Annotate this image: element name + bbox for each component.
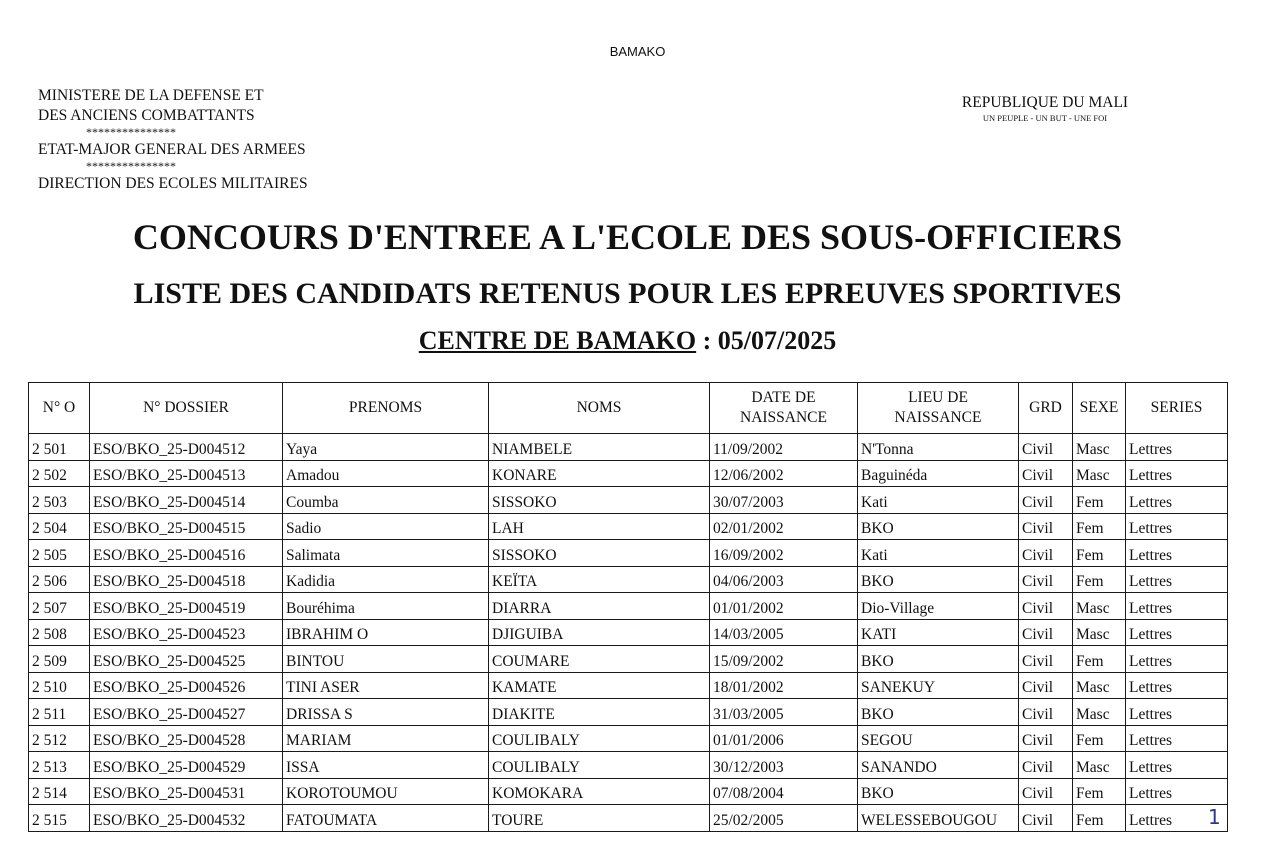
table-row	[29, 487, 1228, 514]
cell-no: 2 507	[29, 593, 90, 620]
header-lieu-naissance	[858, 383, 1019, 434]
cell-date-naissance: 30/07/2003	[710, 487, 858, 514]
cell-nom: KOMOKARA	[489, 778, 710, 805]
center-title	[0, 326, 1255, 356]
cell-dossier: ESO/BKO_25-D004531	[90, 778, 283, 805]
republic-block	[935, 94, 1155, 123]
cell-prenom: Yaya	[283, 434, 489, 461]
ministry-line: DES ANCIENS COMBATTANTS	[38, 107, 255, 124]
cell-grd: Civil	[1019, 752, 1073, 779]
cell-prenom: TINI ASER	[283, 672, 489, 699]
cell-prenom: FATOUMATA	[283, 805, 489, 832]
table-row	[29, 805, 1228, 832]
cell-dossier: ESO/BKO_25-D004532	[90, 805, 283, 832]
header-date-line2: NAISSANCE	[740, 409, 827, 426]
cell-nom: KAMATE	[489, 672, 710, 699]
cell-series: Lettres	[1126, 593, 1228, 620]
cell-lieu-naissance: Baguinéda	[858, 460, 1019, 487]
cell-dossier: ESO/BKO_25-D004523	[90, 619, 283, 646]
ministry-line: DIRECTION DES ECOLES MILITAIRES	[38, 175, 308, 192]
cell-prenom: DRISSA S	[283, 699, 489, 726]
cell-date-naissance: 15/09/2002	[710, 646, 858, 673]
cell-grd: Civil	[1019, 434, 1073, 461]
cell-date-naissance: 04/06/2003	[710, 566, 858, 593]
cell-dossier: ESO/BKO_25-D004529	[90, 752, 283, 779]
cell-no: 2 505	[29, 540, 90, 567]
cell-date-naissance: 14/03/2005	[710, 619, 858, 646]
cell-nom: LAH	[489, 513, 710, 540]
cell-nom: KONARE	[489, 460, 710, 487]
cell-sexe: Fem	[1073, 725, 1126, 752]
cell-prenom: KOROTOUMOU	[283, 778, 489, 805]
cell-nom: COUMARE	[489, 646, 710, 673]
cell-nom: DJIGUIBA	[489, 619, 710, 646]
cell-date-naissance: 01/01/2002	[710, 593, 858, 620]
header-noms: NOMS	[489, 383, 710, 434]
cell-lieu-naissance: WELESSEBOUGOU	[858, 805, 1019, 832]
table-row	[29, 513, 1228, 540]
cell-sexe: Masc	[1073, 460, 1126, 487]
cell-series: Lettres	[1126, 805, 1228, 832]
table-row	[29, 672, 1228, 699]
cell-prenom: Salimata	[283, 540, 489, 567]
cell-date-naissance: 16/09/2002	[710, 540, 858, 567]
cell-lieu-naissance: Kati	[858, 540, 1019, 567]
page-number-mark: 1	[1208, 805, 1221, 829]
cell-dossier: ESO/BKO_25-D004518	[90, 566, 283, 593]
candidates-table	[28, 382, 1228, 832]
cell-date-naissance: 12/06/2002	[710, 460, 858, 487]
center-name: CENTRE DE BAMAKO	[418, 326, 697, 355]
table-row	[29, 540, 1228, 567]
cell-no: 2 515	[29, 805, 90, 832]
cell-prenom: Coumba	[283, 487, 489, 514]
separator-stars: ***************	[86, 125, 176, 139]
cell-no: 2 512	[29, 725, 90, 752]
cell-sexe: Fem	[1073, 513, 1126, 540]
cell-series: Lettres	[1126, 487, 1228, 514]
table-row	[29, 434, 1228, 461]
cell-no: 2 513	[29, 752, 90, 779]
cell-prenom: MARIAM	[283, 725, 489, 752]
cell-series: Lettres	[1126, 513, 1228, 540]
header-lieu-line2: NAISSANCE	[894, 409, 982, 426]
cell-sexe: Masc	[1073, 434, 1126, 461]
cell-sexe: Fem	[1073, 778, 1126, 805]
cell-lieu-naissance: SEGOU	[858, 725, 1019, 752]
cell-sexe: Masc	[1073, 619, 1126, 646]
ministry-line: MINISTERE DE LA DEFENSE ET	[38, 87, 264, 104]
cell-prenom: Kadidia	[283, 566, 489, 593]
cell-sexe: Masc	[1073, 699, 1126, 726]
cell-grd: Civil	[1019, 593, 1073, 620]
separator-stars: ***************	[86, 159, 176, 173]
sub-title: LISTE DES CANDIDATS RETENUS POUR LES EPREUVES SPORTIVES	[133, 277, 1122, 310]
table-row	[29, 460, 1228, 487]
cell-series: Lettres	[1126, 619, 1228, 646]
cell-grd: Civil	[1019, 487, 1073, 514]
cell-dossier: ESO/BKO_25-D004513	[90, 460, 283, 487]
cell-dossier: ESO/BKO_25-D004519	[90, 593, 283, 620]
cell-lieu-naissance: BKO	[858, 566, 1019, 593]
cell-grd: Civil	[1019, 699, 1073, 726]
ministry-block	[38, 86, 308, 194]
header-no: N° O	[29, 383, 90, 434]
cell-prenom: Sadio	[283, 513, 489, 540]
cell-series: Lettres	[1126, 699, 1228, 726]
cell-grd: Civil	[1019, 566, 1073, 593]
main-title: CONCOURS D'ENTREE A L'ECOLE DES SOUS-OFFICIERS	[132, 217, 1123, 257]
cell-date-naissance: 18/01/2002	[710, 672, 858, 699]
cell-lieu-naissance: N'Tonna	[858, 434, 1019, 461]
cell-no: 2 508	[29, 619, 90, 646]
cell-prenom: BINTOU	[283, 646, 489, 673]
cell-sexe: Fem	[1073, 566, 1126, 593]
cell-date-naissance: 25/02/2005	[710, 805, 858, 832]
cell-date-naissance: 02/01/2002	[710, 513, 858, 540]
republic-motto: UN PEUPLE - UN BUT - UNE FOI	[982, 113, 1108, 123]
cell-date-naissance: 30/12/2003	[710, 752, 858, 779]
cell-lieu-naissance: BKO	[858, 646, 1019, 673]
cell-nom: KEÏTA	[489, 566, 710, 593]
cell-dossier: ESO/BKO_25-D004512	[90, 434, 283, 461]
header-sexe: SEXE	[1073, 383, 1126, 434]
cell-date-naissance: 01/01/2006	[710, 725, 858, 752]
cell-grd: Civil	[1019, 672, 1073, 699]
cell-dossier: ESO/BKO_25-D004526	[90, 672, 283, 699]
cell-series: Lettres	[1126, 778, 1228, 805]
cell-dossier: ESO/BKO_25-D004514	[90, 487, 283, 514]
cell-lieu-naissance: SANEKUY	[858, 672, 1019, 699]
cell-grd: Civil	[1019, 646, 1073, 673]
table-header-row	[29, 383, 1228, 434]
cell-dossier: ESO/BKO_25-D004515	[90, 513, 283, 540]
cell-no: 2 514	[29, 778, 90, 805]
cell-grd: Civil	[1019, 725, 1073, 752]
cell-date-naissance: 07/08/2004	[710, 778, 858, 805]
cell-grd: Civil	[1019, 619, 1073, 646]
cell-dossier: ESO/BKO_25-D004516	[90, 540, 283, 567]
cell-series: Lettres	[1126, 540, 1228, 567]
cell-series: Lettres	[1126, 646, 1228, 673]
cell-grd: Civil	[1019, 460, 1073, 487]
cell-lieu-naissance: Kati	[858, 487, 1019, 514]
cell-lieu-naissance: BKO	[858, 778, 1019, 805]
header-date-naissance	[710, 383, 858, 434]
republic-name: REPUBLIQUE DU MALI	[961, 94, 1129, 111]
cell-nom: SISSOKO	[489, 540, 710, 567]
table-row	[29, 619, 1228, 646]
cell-series: Lettres	[1126, 566, 1228, 593]
cell-no: 2 503	[29, 487, 90, 514]
cell-no: 2 502	[29, 460, 90, 487]
cell-sexe: Fem	[1073, 540, 1126, 567]
cell-series: Lettres	[1126, 672, 1228, 699]
cell-sexe: Masc	[1073, 672, 1126, 699]
cell-no: 2 510	[29, 672, 90, 699]
cell-lieu-naissance: Dio-Village	[858, 593, 1019, 620]
cell-dossier: ESO/BKO_25-D004528	[90, 725, 283, 752]
cell-lieu-naissance: SANANDO	[858, 752, 1019, 779]
cell-grd: Civil	[1019, 513, 1073, 540]
cell-nom: SISSOKO	[489, 487, 710, 514]
cell-series: Lettres	[1126, 434, 1228, 461]
table-row	[29, 566, 1228, 593]
cell-dossier: ESO/BKO_25-D004527	[90, 699, 283, 726]
cell-sexe: Fem	[1073, 805, 1126, 832]
cell-lieu-naissance: BKO	[858, 513, 1019, 540]
cell-sexe: Fem	[1073, 646, 1126, 673]
cell-lieu-naissance: KATI	[858, 619, 1019, 646]
cell-no: 2 511	[29, 699, 90, 726]
table-body	[29, 434, 1228, 832]
table-row	[29, 752, 1228, 779]
cell-prenom: ISSA	[283, 752, 489, 779]
cell-no: 2 509	[29, 646, 90, 673]
cell-prenom: Amadou	[283, 460, 489, 487]
table-row	[29, 593, 1228, 620]
cell-nom: NIAMBELE	[489, 434, 710, 461]
cell-nom: TOURE	[489, 805, 710, 832]
cell-prenom: Bouréhima	[283, 593, 489, 620]
cell-series: Lettres	[1126, 725, 1228, 752]
header-date-line1: DATE DE	[751, 389, 816, 406]
cell-sexe: Fem	[1073, 487, 1126, 514]
header-dossier: N° DOSSIER	[90, 383, 283, 434]
cell-nom: DIAKITE	[489, 699, 710, 726]
cell-grd: Civil	[1019, 805, 1073, 832]
cell-date-naissance: 31/03/2005	[710, 699, 858, 726]
table-row	[29, 646, 1228, 673]
cell-sexe: Masc	[1073, 752, 1126, 779]
cell-no: 2 504	[29, 513, 90, 540]
cell-no: 2 501	[29, 434, 90, 461]
cell-series: Lettres	[1126, 460, 1228, 487]
cell-no: 2 506	[29, 566, 90, 593]
center-date: : 05/07/2025	[696, 326, 837, 355]
cell-dossier: ESO/BKO_25-D004525	[90, 646, 283, 673]
header-grd: GRD	[1019, 383, 1073, 434]
table-row	[29, 778, 1228, 805]
city-heading: BAMAKO	[609, 44, 666, 59]
table-row	[29, 725, 1228, 752]
header-lieu-line1: LIEU DE	[908, 389, 968, 406]
cell-lieu-naissance: BKO	[858, 699, 1019, 726]
cell-grd: Civil	[1019, 540, 1073, 567]
header-prenoms: PRENOMS	[283, 383, 489, 434]
cell-nom: COULIBALY	[489, 752, 710, 779]
ministry-line: ETAT-MAJOR GENERAL DES ARMEES	[38, 141, 306, 158]
header-series: SERIES	[1126, 383, 1228, 434]
cell-series: Lettres	[1126, 752, 1228, 779]
cell-nom: COULIBALY	[489, 725, 710, 752]
cell-date-naissance: 11/09/2002	[710, 434, 858, 461]
cell-sexe: Masc	[1073, 593, 1126, 620]
cell-grd: Civil	[1019, 778, 1073, 805]
cell-prenom: IBRAHIM O	[283, 619, 489, 646]
table-row	[29, 699, 1228, 726]
cell-nom: DIARRA	[489, 593, 710, 620]
